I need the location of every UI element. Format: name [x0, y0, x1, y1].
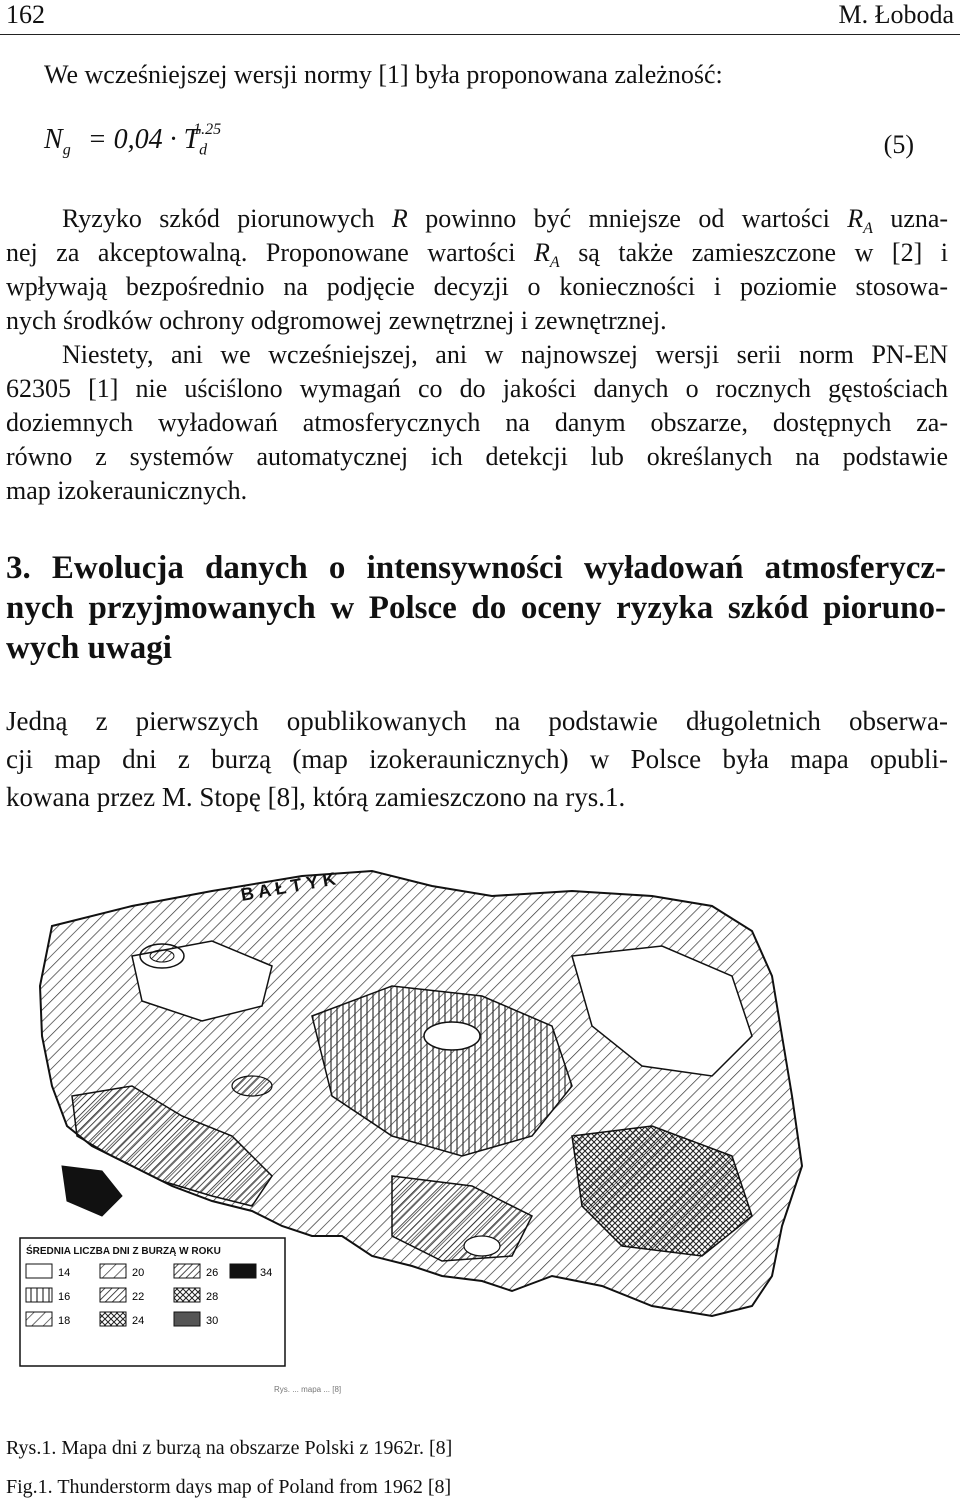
figure-caption-pl: Rys.1. Mapa dni z burzą na obszarze Polski z 1962r. [8] [6, 1437, 453, 1459]
legend-value: 24 [132, 1315, 145, 1327]
legend-value: 14 [58, 1267, 71, 1279]
paragraph-line: 62305 [1] nie uściślono wymagań co do jakości danych o rocznych gęstościach [6, 374, 948, 403]
legend-value: 20 [132, 1267, 145, 1279]
legend-value: 30 [206, 1315, 219, 1327]
paragraph-line: Ryzyko szkód piorunowych R powinno być mniejsze od wartości $R_A$ uzna- [62, 204, 949, 238]
page-number: 162 [6, 0, 45, 29]
running-author: M. Łoboda [838, 0, 954, 29]
paragraph-line: nej za akceptowalną. Proponowane wartości $R_A$ są także zamieszczone w [2] i [6, 238, 949, 272]
paragraph-line: Jedną z pierwszych opublikowanych na podstawie długoletnich obserwa- [6, 706, 948, 736]
paragraph-line: kowana przez M. Stopę [8], którą zamieszczono na rys.1. [6, 782, 626, 812]
paragraph-line: równo z systemów automatycznej ich detekcji lub określanych na podstawie [6, 442, 948, 471]
legend-value: 16 [58, 1291, 71, 1303]
equation-lhs: $N_g$ [44, 124, 71, 159]
paragraph-line: Niestety, ani we wcześniejszej, ani w najnowszej wersji serii norm PN-EN [62, 340, 948, 369]
equation-rhs: = $0,04 \cdot T_d^{1.25}$ [87, 120, 222, 159]
map-source-note: Rys. ... mapa ... [8] [274, 1385, 342, 1394]
paragraph-line: doziemnych wyładowań atmosferycznych na danym obszarze, dostępnych za- [6, 408, 948, 437]
heading-line: nych przyjmowanych w Polsce do oceny ryzyka szkód pioruno- [6, 590, 946, 626]
paragraph-line: cji map dni z burzą (map izokeraunicznych) w Polsce była mapa opubli- [6, 744, 948, 774]
sea-label: B A Ł T Y K [239, 868, 338, 905]
legend-value: 26 [206, 1267, 219, 1279]
heading-line: wych uwagi [6, 630, 172, 666]
equation-number: (5) [883, 130, 914, 159]
legend-value: 28 [206, 1291, 219, 1303]
figure-caption-en: Fig.1. Thunderstorm days map of Poland from 1962 [8] [6, 1476, 452, 1498]
paragraph-line: map izokeraunicznych. [6, 476, 248, 505]
map-legend [20, 1238, 285, 1366]
legend-title: ŚREDNIA LICZBA DNI Z BURZĄ W ROKU [26, 1246, 221, 1257]
page-header [0, 0, 960, 35]
intro-line: We wcześniejszej wersji normy [1] była proponowana zależność: [44, 60, 723, 89]
legend-value: 34 [260, 1267, 273, 1279]
paragraph-line: nych środków ochrony odgromowej zewnętrznej i zewnętrznej. [6, 306, 667, 335]
paragraph-line: wpływają bezpośrednio na podjęcie decyzji o konieczności i poziomie stosowa- [6, 272, 948, 301]
equation-5 [44, 120, 914, 170]
legend-value: 18 [58, 1315, 71, 1327]
heading-line: 3. Ewolucja danych o intensywności wyładowań atmosferycz- [6, 550, 946, 586]
thunderstorm-map-figure [12, 836, 812, 1406]
legend-value: 22 [132, 1291, 145, 1303]
poland-map [12, 836, 812, 1406]
